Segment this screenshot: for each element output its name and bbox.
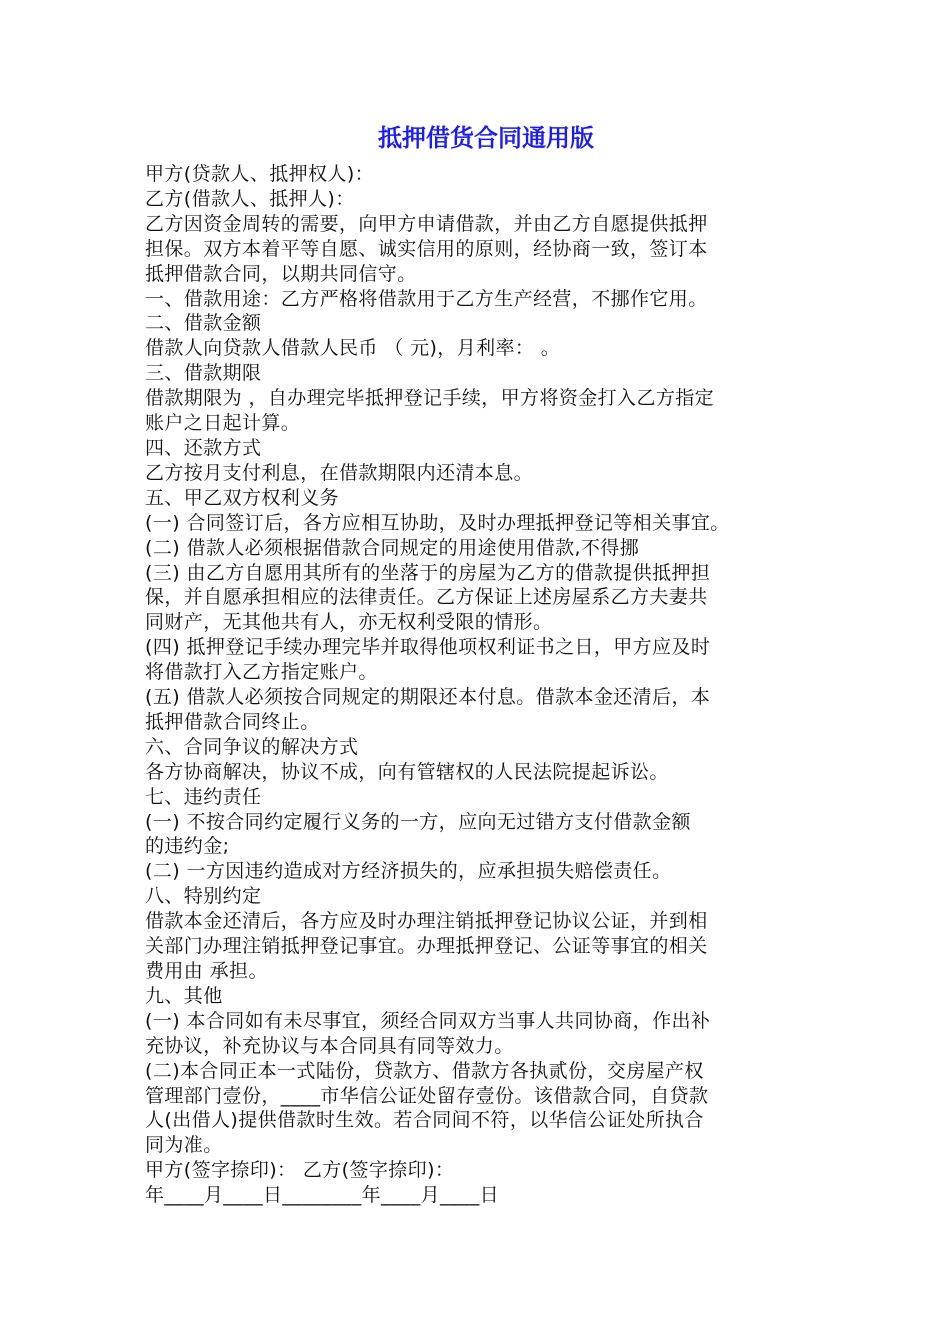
clause-line: 借款人向贷款人借款人民币 （ 元)，月利率： 。 <box>145 337 561 360</box>
date-line: 年____月____日________年____月____日 <box>145 1184 500 1207</box>
clause-line: 抵押借款合同终止。 <box>145 710 320 733</box>
section-heading: 八、特别约定 <box>145 885 262 908</box>
section-heading: 三、借款期限 <box>145 362 262 385</box>
clause-line: 费用由 承担。 <box>145 960 268 982</box>
clause-line: (四) 抵押登记手续办理完毕并取得他项权利证书之日，甲方应及时 <box>145 636 711 659</box>
clause-line: 各方协商解决，协议不成，向有管辖权的人民法院提起诉讼。 <box>145 760 669 783</box>
party-b-line: 乙方(借款人、抵押人)： <box>145 187 355 210</box>
clause-line: (一) 不按合同约定履行义务的一方，应向无过错方支付借款金额 <box>145 810 691 833</box>
section-heading: 四、还款方式 <box>145 436 262 459</box>
clause-line: 的违约金; <box>145 835 230 858</box>
clause-line: 保，并自愿承担相应的法律责任。乙方保证上述房屋系乙方夫妻共 <box>145 586 708 609</box>
preamble-line: 抵押借款合同，以期共同信守。 <box>145 262 417 285</box>
clause-line: 借款本金还清后，各方应及时办理注销抵押登记协议公证，并到相 <box>145 910 708 933</box>
clause-line: 管理部门壹份，____市华信公证处留存壹份。该借款合同，自贷款 <box>145 1084 709 1107</box>
clause-line: 充协议，补充协议与本合同具有同等效力。 <box>145 1034 514 1057</box>
section-heading: 二、借款金额 <box>145 312 262 335</box>
party-a-line: 甲方(贷款人、抵押权人)： <box>145 163 375 185</box>
clause-line: 借款期限为 ，自办理完毕抵押登记手续，甲方将资金打入乙方指定 <box>145 387 715 410</box>
section-heading: 一、借款用途：乙方严格将借款用于乙方生产经营，不挪作它用。 <box>145 287 708 310</box>
clause-line: (二) 借款人必须根据借款合同规定的用途使用借款,不得挪 <box>145 536 640 559</box>
clause-line: 将借款打入乙方指定账户。 <box>145 661 378 684</box>
clause-line: (二) 一方因违约造成对方经济损失的，应承担损失赔偿责任。 <box>145 860 672 883</box>
preamble-line: 担保。双方本着平等自愿、诚实信用的原则，经协商一致，签订本 <box>145 237 708 260</box>
section-heading: 六、合同争议的解决方式 <box>145 735 359 758</box>
clause-line: 同为准。 <box>145 1134 223 1157</box>
clause-line: (三) 由乙方自愿用其所有的坐落于的房屋为乙方的借款提供抵押担 <box>145 561 711 584</box>
clause-line: (二)本合同正本一式陆份，贷款方、借款方各执贰份，交房屋产权 <box>145 1059 704 1082</box>
clause-line: 乙方按月支付利息，在借款期限内还清本息。 <box>145 461 534 484</box>
section-heading: 五、甲乙双方权利义务 <box>145 486 340 509</box>
signature-line: 甲方(签字捺印)： 乙方(签字捺印)： <box>145 1159 455 1182</box>
clause-line: (一) 合同签订后，各方应相互协助，及时办理抵押登记等相关事宜。 <box>145 511 730 534</box>
clause-line: (一) 本合同如有未尽事宜，须经合同双方当事人共同协商，作出补 <box>145 1009 711 1032</box>
document-page <box>145 120 815 1208</box>
clause-line: 同财产，无其他共有人，亦无权利受限的情形。 <box>145 611 553 634</box>
document-title: 抵押借货合同通用版 <box>378 124 594 152</box>
section-heading: 七、违约责任 <box>145 785 262 808</box>
clause-line: (五) 借款人必须按合同规定的期限还本付息。借款本金还清后，本 <box>145 686 711 709</box>
clause-line: 账户之日起计算。 <box>145 412 301 435</box>
preamble-line: 乙方因资金周转的需要，向甲方申请借款，并由乙方自愿提供抵押 <box>145 212 708 235</box>
clause-line: 关部门办理注销抵押登记事宜。办理抵押登记、公证等事宜的相关 <box>145 935 708 958</box>
clause-line: 人(出借人)提供借款时生效。若合同间不符，以华信公证处所执合 <box>145 1109 704 1132</box>
document-body <box>145 162 815 1208</box>
section-heading: 九、其他 <box>145 984 223 1007</box>
